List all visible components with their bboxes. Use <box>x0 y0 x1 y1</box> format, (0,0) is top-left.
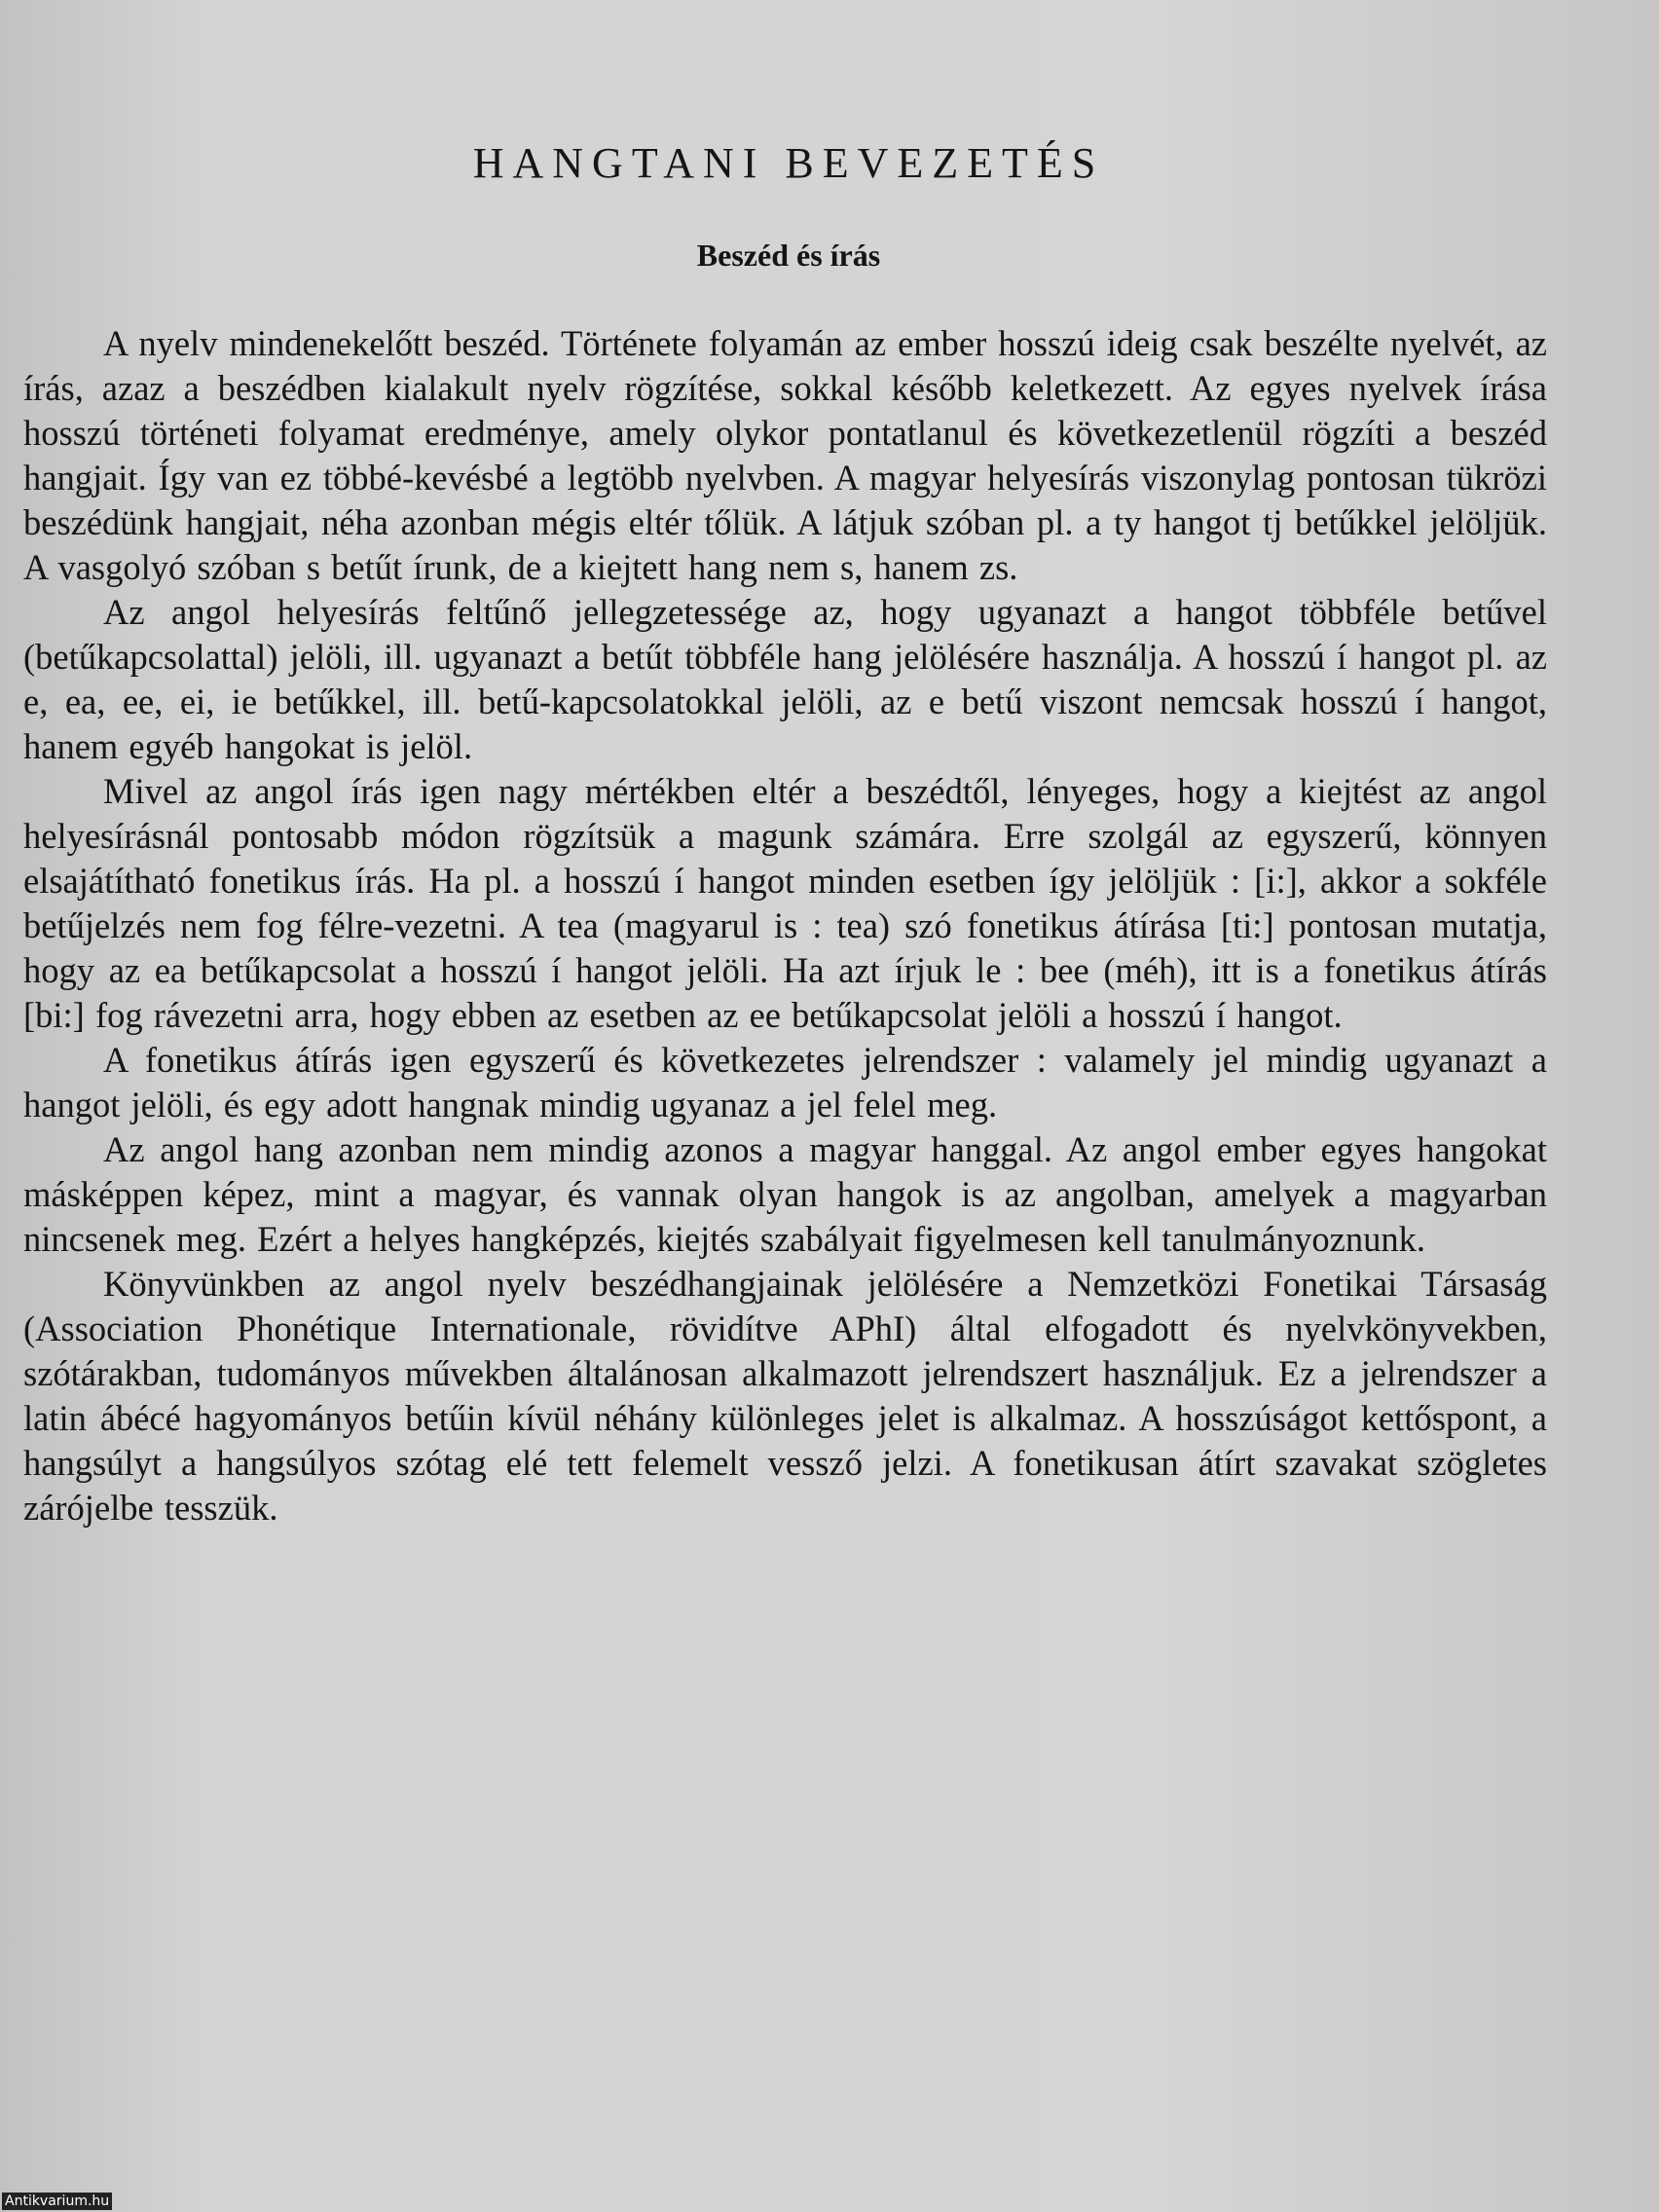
chapter-title: HANGTANI BEVEZETÉS <box>472 139 1105 187</box>
section-subtitle: Beszéd és írás <box>696 238 881 273</box>
watermark: Antikvarium.hu <box>2 2193 112 2210</box>
paragraph: Az angol hang azonban nem mindig azonos a magyar hanggal. Az angol ember egyes hangokat másképpen képez, mint a magyar, és vannak olyan hangok is az angolban, amelyek a magyarban nincsenek meg. Ezért a helyes hangképzés, kiejtés szabályait figyelmesen kell tanulmányoznunk. <box>23 1129 1547 1259</box>
paragraph: Mivel az angol írás igen nagy mértékben eltér a beszédtől, lényeges, hogy a kiejtést az angol helyesírásnál pontosabb módon rögzítsük a magunk számára. Erre szolgál az egyszerű, könnyen elsajátítható fonetikus írás. Ha pl. a hosszú í hangot minden esetben így jelöljük : [i:], akkor a sokféle betűjelzés nem fog félre-vezetni. A tea (magyarul is : tea) szó fonetikus átírása [ti:] pontosan mutatja, hogy az ea betűkapcsolat a hosszú í hangot jelöli. Ha azt írjuk le : bee (méh), itt is a fonetikus átírás [bi:] fog rávezetni arra, hogy ebben az esetben az ee betűkapcsolat jelöli a hosszú í hangot. <box>23 771 1547 1035</box>
body-text <box>23 321 1547 1530</box>
paragraph: A fonetikus átírás igen egyszerű és következetes jelrendszer : valamely jel mindig ugyanazt a hangot jelöli, és egy adott hangnak mindig ugyanaz a jel felel meg. <box>23 1040 1547 1124</box>
paragraph: Az angol helyesírás feltűnő jellegzetessége az, hogy ugyanazt a hangot többféle betűvel (betűkapcsolattal) jelöli, ill. ugyanazt a betűt többféle hang jelölésére használja. A hosszú í hangot pl. az e, ea, ee, ei, ie betűkkel, ill. betű-kapcsolatokkal jelöli, az e betű viszont nemcsak hosszú í hangot, hanem egyéb hangokat is jelöl. <box>23 592 1547 766</box>
paragraph: A nyelv mindenekelőtt beszéd. Története folyamán az ember hosszú ideig csak beszélte nyelvét, az írás, azaz a beszédben kialakult nyelv rögzítése, sokkal később keletkezett. Az egyes nyelvek írása hosszú történeti folyamat eredménye, amely olykor pontatlanul és következetlenül rögzíti a beszéd hangjait. Így van ez többé-kevésbé a legtöbb nyelvben. A magyar helyesírás viszonylag pontosan tükrözi beszédünk hangjait, néha azonban mégis eltér tőlük. A látjuk szóban pl. a ty hangot tj betűkkel jelöljük. A vasgolyó szóban s betűt írunk, de a kiejtett hang nem s, hanem zs. <box>23 323 1547 587</box>
paragraph: Könyvünkben az angol nyelv beszédhangjainak jelölésére a Nemzetközi Fonetikai Társaság (Association Phonétique Internationale, rövidítve APhI) által elfogadott és nyelvkönyvekben, szótárakban, tudományos művekben általánosan alkalmazott jelrendszert használjuk. Ez a jelrendszer a latin ábécé hagyományos betűin kívül néhány különleges jelet is alkalmaz. A hosszúságot kettőspont, a hangsúlyt a hangsúlyos szótag elé tett felemelt vessző jelzi. A fonetikusan átírt szavakat szögletes zárójelbe tesszük. <box>23 1264 1547 1528</box>
